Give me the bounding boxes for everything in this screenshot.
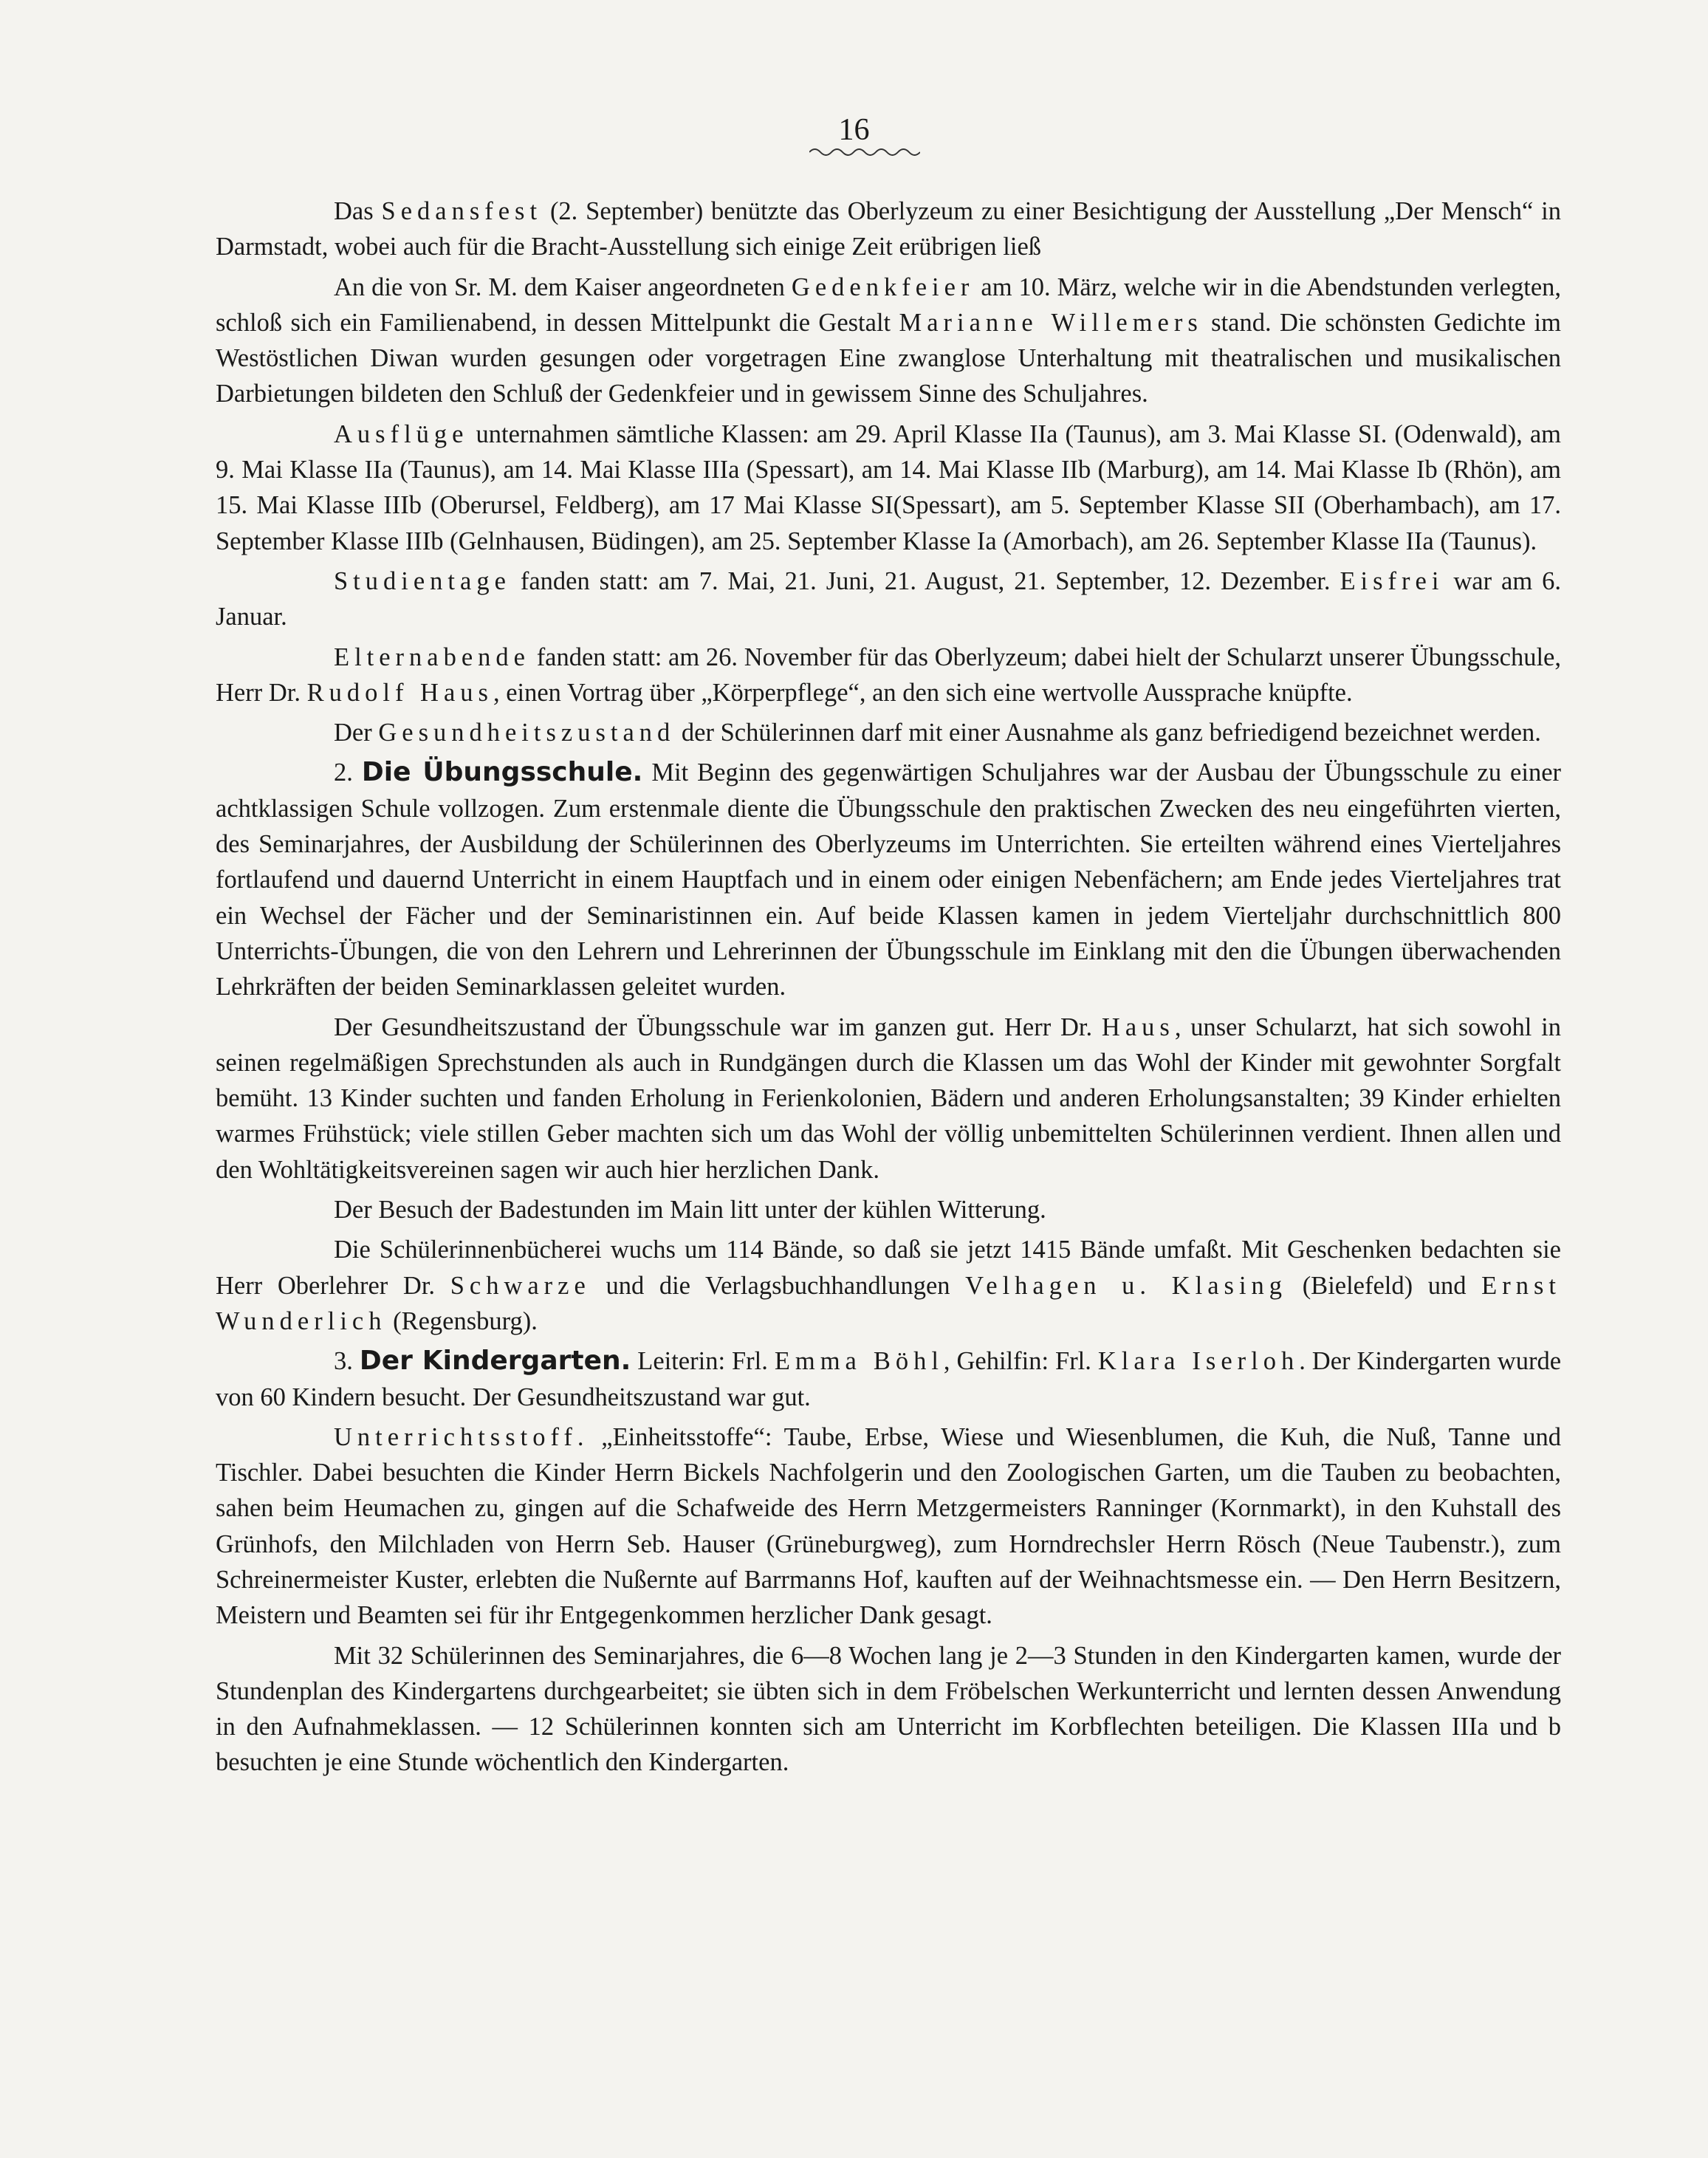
paragraph-elternabende: Elternabende fanden statt: am 26. November für das Oberlyzeum; dabei hielt der Schularzt unserer Übungsschule, Herr Dr. Rudolf Haus, einen Vortrag über „Körperpflege“, an den sich eine wertvolle Aussprache knüpfte.: [216, 643, 1561, 707]
page-number: 16: [838, 113, 870, 147]
section-kindergarten: 3. Der Kindergarten. Leiterin: Frl. Emma Böhl, Gehilfin: Frl. Klara Iserloh. Der Kindergarten wurde von 60 Kindern besucht. Der Gesundheitszustand war gut.: [216, 1346, 1562, 1411]
paragraph-ausfluege: Ausflüge unternahmen sämtliche Klassen: am 29. April Klasse IIa (Taunus), am 3. Mai Klasse SI. (Odenwald), am 9. Mai Klasse IIa (Taunus), am 14. Mai Klasse IIIa (Spessart), am 14. Mai Klasse IIb (Marburg), am 14. Mai Klasse Ib (Rhön), am 15. Mai Klasse IIIb (Oberursel, Feldberg), am 17 Mai Klasse SI(Spessart), am 5. September Klasse SII (Oberhambach), am 17. September Klasse IIIb (Gelnhausen, Büdingen), am 25. September Klasse Ia (Amorbach), am 26. September Klasse IIa (Taunus).: [216, 419, 1561, 555]
paragraph-sedansfest: Das Sedansfest (2. September) benützte das Oberlyzeum zu einer Besichtigung der Ausstellung „Der Mensch“ in Darmstadt, wobei auch für die Bracht-Ausstellung sich einige Zeit erübrigen ließ: [216, 197, 1561, 261]
paragraph-gesundheit-uebungsschule: Der Gesundheitszustand der Übungsschule war im ganzen gut. Herr Dr. Haus, unser Schularzt, hat sich sowohl in seinen regelmäßigen Sprechstunden als auch in Rundgängen durch die Klassen um das Wohl der Kinder mit gewohnter Sorgfalt bemüht. 13 Kinder suchten und fanden Erholung in Ferienkolonien, Bädern und anderen Erholungsanstalten; 39 Kinder erhielten warmes Frühstück; viele stillen Geber machten sich um das Wohl der völlig unbemittelten Schülerinnen verdient. Ihnen allen und den Wohltätigkeitsvereinen sagen wir auch hier herzlichen Dank.: [216, 1013, 1562, 1184]
wavy-rule-ornament: [809, 146, 920, 158]
section-heading: Die Übungsschule.: [361, 757, 643, 788]
section-heading: Der Kindergarten.: [359, 1346, 631, 1377]
section-uebungsschule: 2. Die Übungsschule. Mit Beginn des gegenwärtigen Schuljahres war der Ausbau der Übungsschule zu einer achtklassigen Schule vollzogen. Zum erstenmale diente die Übungsschule den praktischen Zwecken des neu eingeführten vierten, des Seminarjahres, der Ausbildung der Schülerinnen des Oberlyzeums im Unterrichten. Sie erteilten während eines Vierteljahres fortlaufend und dauernd Unterricht in einem Hauptfach und in einem oder einigen Nebenfächern; am Ende jedes Vierteljahres trat ein Wechsel der Fächer und der Seminaristinnen ein. Auf beide Klassen kamen in jedem Vierteljahr durchschnittlich 800 Unterrichts-Übungen, die von den Lehrern und Lehrerinnen der Übungsschule im Einklang mit den die Übungen überwachenden Lehrkräften der beiden Seminarklassen geleitet wurden.: [216, 757, 1562, 1001]
paragraph-studientage: Studientage fanden statt: am 7. Mai, 21. Juni, 21. August, 21. September, 12. Dezember. Eisfrei war am 6. Januar.: [216, 566, 1561, 631]
paragraph-badestunden: Der Besuch der Badestunden im Main litt unter der kühlen Witterung.: [334, 1196, 1046, 1224]
paragraph-seminarjahr: Mit 32 Schülerinnen des Seminarjahres, die 6—8 Wochen lang je 2—3 Stunden in den Kindergarten kamen, wurde der Stundenplan des Kindergartens durchgearbeitet; sie übten sich in dem Fröbelschen Werkunterricht und lernten dessen Anwendung in den Aufnahmeklassen. — 12 Schülerinnen konnten sich am Unterricht im Korbflechten beteiligen. Die Klassen IIIa und b besuchten je eine Stunde wöchentlich den Kindergarten.: [216, 1641, 1561, 1777]
document-body: [216, 193, 1561, 1785]
paragraph-unterrichtsstoff: Unterrichtsstoff. „Einheitsstoffe“: Taube, Erbse, Wiese und Wiesenblumen, die Kuh, die Nuß, Tanne und Tischler. Dabei besuchten die Kinder Herrn Bickels Nachfolgerin und den Zoologischen Garten, um die Tauben zu beobachten, sahen beim Heumachen zu, gingen auf die Schafweide des Herrn Metzgermeisters Ranninger (Kornmarkt), in den Kuhstall des Grünhofs, den Milchladen von Herrn Seb. Hauser (Grüneburgweg), zum Horndrechsler Herrn Rösch (Neue Taubenstr.), zum Schreinermeister Kuster, erlebten die Nußernte auf Barrmanns Hof, kauften auf der Weihnachtsmesse ein. — Den Herrn Besitzern, Meistern und Beamten sei für ihr Entgegenkommen herzlicher Dank gesagt.: [216, 1422, 1561, 1630]
paragraph-gedenkfeier: An die von Sr. M. dem Kaiser angeordneten Gedenkfeier am 10. März, welche wir in die Abendstunden verlegten, schloß sich ein Familienabend, in dessen Mittelpunkt die Gestalt Marianne Willemers stand. Die schönsten Gedichte im Westöstlichen Diwan wurden gesungen oder vorgetragen Eine zwanglose Unterhaltung mit theatralischen und musikalischen Darbietungen bildeten den Schluß der Gedenkfeier und in gewissem Sinne des Schuljahres.: [216, 273, 1562, 408]
paragraph-buecherei: Die Schülerinnenbücherei wuchs um 114 Bände, so daß sie jetzt 1415 Bände umfaßt. Mit Geschenken bedachten sie Herr Oberlehrer Dr. Schwarze und die Verlagsbuchhandlungen Velhagen u. Klasing (Bielefeld) und Ernst Wunderlich (Regensburg).: [216, 1236, 1561, 1335]
paragraph-gesundheitszustand: Der Gesundheitszustand der Schülerinnen darf mit einer Ausnahme als ganz befriedigend bezeichnet werden.: [334, 719, 1541, 747]
